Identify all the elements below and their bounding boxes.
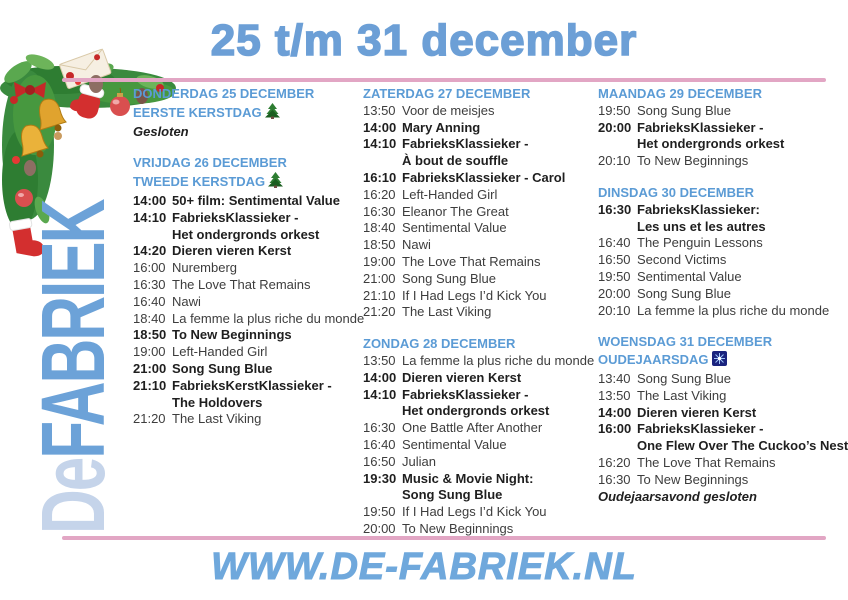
item-title-continued: The Holdovers: [172, 394, 263, 410]
item-title: The Love That Remains: [172, 276, 311, 292]
item-time: 13:50: [598, 387, 631, 403]
item-title: Song Sung Blue: [637, 102, 731, 118]
item-title: Dieren vieren Kerst: [637, 404, 757, 420]
item-title-continued: À bout de souffle: [402, 153, 509, 169]
item-title: 50+ film: Sentimental Value: [172, 192, 340, 208]
item-time: 20:00: [598, 285, 631, 301]
schedule-item: [598, 303, 848, 320]
schedule-item: [133, 311, 363, 328]
item-time: 14:00: [363, 369, 397, 385]
closed-note: Gesloten: [133, 123, 189, 139]
item-time: 20:10: [598, 302, 631, 318]
item-time: 16:30: [363, 203, 396, 219]
schedule-item: [598, 235, 848, 252]
item-title: To New Beginnings: [402, 520, 514, 536]
item-title: The Last Viking: [172, 411, 262, 427]
page-title: 25 t/m 31 december: [210, 16, 638, 65]
item-time: 13:50: [363, 102, 396, 118]
item-time: 14:00: [363, 119, 397, 135]
item-title: Left-Handed Girl: [402, 186, 498, 202]
item-title: Sentimental Value: [402, 220, 507, 236]
item-time: 16:40: [598, 235, 631, 251]
item-title: Left-Handed Girl: [172, 344, 268, 360]
schedule-item: [363, 187, 598, 204]
item-time: 20:10: [598, 153, 631, 169]
item-title: Nuremberg: [172, 260, 238, 276]
item-time: 19:50: [598, 102, 631, 118]
item-time: 20:00: [598, 119, 632, 135]
bottom-divider-line: [62, 536, 826, 540]
item-title: To New Beginnings: [637, 471, 749, 487]
schedule-item: [598, 252, 848, 269]
item-time: 21:20: [363, 304, 396, 320]
item-time: 18:50: [133, 327, 167, 343]
item-time: 16:30: [598, 201, 632, 217]
schedule-item: [598, 202, 848, 219]
item-title-continued: One Flew Over The Cuckoo’s Nest: [637, 438, 848, 454]
schedule-item: [133, 193, 363, 210]
de-fabriek-logo: [24, 106, 125, 534]
schedule-item: [363, 471, 598, 488]
item-time: 18:40: [133, 310, 166, 326]
day-header-label: EERSTE KERSTDAG: [133, 104, 262, 120]
schedule-item: [598, 286, 848, 303]
item-time: 21:10: [363, 287, 396, 303]
item-title: FabrieksKlassieker -: [637, 421, 764, 437]
schedule-item: [363, 237, 598, 254]
item-time: 18:50: [363, 237, 396, 253]
day-header: [363, 86, 598, 103]
item-title: The Last Viking: [637, 387, 727, 403]
day-header: [598, 334, 848, 351]
day-header-label: DINSDAG 30 DECEMBER: [598, 184, 755, 200]
schedule-item: [133, 294, 363, 311]
item-title: Julian: [402, 453, 436, 469]
item-time: 19:30: [363, 470, 397, 486]
item-title: Second Victims: [637, 252, 727, 268]
item-title: FabrieksKerstKlassieker -: [172, 377, 332, 393]
item-time: 14:10: [363, 136, 397, 152]
schedule-item: [598, 421, 848, 438]
schedule-item: [363, 271, 598, 288]
item-title: FabrieksKlassieker -: [402, 386, 529, 402]
item-time: 21:10: [133, 377, 167, 393]
day-section: [133, 155, 363, 428]
schedule-item: [133, 344, 363, 361]
day-header: [598, 351, 848, 371]
schedule-item: [363, 454, 598, 471]
schedule-item: [363, 370, 598, 387]
day-header-label: WOENSDAG 31 DECEMBER: [598, 334, 773, 350]
day-header: [133, 172, 363, 193]
item-title-continued: Het ondergronds orkest: [402, 403, 550, 419]
item-time: 16:10: [363, 169, 397, 185]
day-header-label: VRIJDAG 26 DECEMBER: [133, 155, 287, 171]
item-title: La femme la plus riche du monde: [637, 302, 830, 318]
logo-wrap: [24, 106, 125, 534]
item-time: 16:20: [363, 186, 396, 202]
schedule-item: [363, 204, 598, 221]
item-time: 16:30: [363, 420, 396, 436]
schedule-item: [363, 437, 598, 454]
item-title: Song Sung Blue: [172, 360, 273, 376]
schedule-item: [598, 455, 848, 472]
christmas-tree-icon: [268, 172, 283, 193]
day-section: [598, 86, 848, 170]
schedule-item: [598, 120, 848, 137]
item-title: To New Beginnings: [172, 327, 292, 343]
item-title: Sentimental Value: [402, 436, 507, 452]
item-title-continued: Les uns et les autres: [637, 218, 766, 234]
logo-name: FABRIEK: [24, 200, 125, 459]
schedule-column-1: [133, 86, 363, 443]
schedule-column-3: [598, 86, 848, 520]
schedule-item: [363, 504, 598, 521]
schedule-item: [598, 405, 848, 422]
item-time: 13:40: [598, 370, 631, 386]
item-title: The Love That Remains: [637, 454, 776, 470]
schedule-item: [363, 304, 598, 321]
christmas-tree-icon: [265, 103, 280, 124]
item-title: FabrieksKlassieker -: [402, 136, 529, 152]
schedule-item: [363, 103, 598, 120]
item-time: 16:40: [363, 436, 396, 452]
item-title: The Last Viking: [402, 304, 492, 320]
item-title: The Penguin Lessons: [637, 235, 763, 251]
item-title: Eleanor The Great: [402, 203, 509, 219]
schedule-item: [598, 371, 848, 388]
item-title: Song Sung Blue: [637, 370, 731, 386]
day-header-label: TWEEDE KERSTDAG: [133, 174, 266, 190]
item-time: 16:30: [598, 471, 631, 487]
item-time: 19:00: [133, 344, 166, 360]
item-time: 20:00: [363, 520, 396, 536]
schedule-item: [363, 387, 598, 404]
day-header: [598, 86, 848, 103]
schedule-item: [133, 411, 363, 428]
item-time: 21:00: [363, 270, 396, 286]
item-title: Dieren vieren Kerst: [172, 243, 292, 259]
schedule-item: [133, 378, 363, 395]
item-title-continued: Song Sung Blue: [402, 487, 503, 503]
day-header-label: ZONDAG 28 DECEMBER: [363, 336, 516, 352]
item-time: 14:00: [133, 192, 167, 208]
schedule-item: [133, 210, 363, 227]
item-time: 16:30: [133, 276, 166, 292]
item-title: If I Had Legs I’d Kick You: [402, 504, 547, 520]
item-title: Mary Anning: [402, 119, 481, 135]
schedule-item: [363, 170, 598, 187]
item-time: 16:00: [598, 421, 632, 437]
schedule-item: [363, 136, 598, 153]
day-section: [598, 185, 848, 319]
day-header: [598, 185, 848, 202]
item-title: Song Sung Blue: [402, 270, 496, 286]
schedule-item: [363, 220, 598, 237]
top-divider-line: [62, 78, 826, 82]
item-title: FabrieksKlassieker:: [637, 201, 760, 217]
item-title: La femme la plus riche du monde: [172, 310, 365, 326]
day-section: [133, 86, 363, 140]
schedule-item: [363, 353, 598, 370]
day-section: [598, 334, 848, 505]
schedule-item: [133, 243, 363, 260]
item-title: FabrieksKlassieker - Carol: [402, 169, 566, 185]
closed-note: Oudejaarsavond gesloten: [598, 488, 757, 504]
item-time: 14:10: [363, 386, 397, 402]
item-title: If I Had Legs I’d Kick You: [402, 287, 547, 303]
schedule-item: [133, 277, 363, 294]
item-title: Music & Movie Night:: [402, 470, 534, 486]
day-section: [363, 336, 598, 538]
website-url: WWW.DE-FABRIEK.NL: [211, 546, 637, 588]
day-section: [363, 86, 598, 321]
day-header: [363, 336, 598, 353]
schedule-item: [363, 120, 598, 137]
schedule-item: [598, 269, 848, 286]
item-time: 14:00: [598, 404, 632, 420]
schedule-item: [133, 327, 363, 344]
item-time: 18:40: [363, 220, 396, 236]
schedule-item: [133, 260, 363, 277]
schedule-item: [363, 254, 598, 271]
schedule-item: [598, 472, 848, 489]
schedule-column-2: [363, 86, 598, 553]
schedule-item: [363, 420, 598, 437]
item-time: 21:00: [133, 360, 167, 376]
item-title: La femme la plus riche du monde: [402, 352, 595, 368]
day-header-label: MAANDAG 29 DECEMBER: [598, 86, 762, 101]
item-time: 16:20: [598, 454, 631, 470]
item-time: 16:50: [363, 453, 396, 469]
item-title-continued: Het ondergronds orkest: [172, 226, 320, 242]
item-title: Song Sung Blue: [637, 285, 731, 301]
item-time: 16:50: [598, 252, 631, 268]
item-title: FabrieksKlassieker -: [172, 209, 299, 225]
day-header: [133, 103, 363, 124]
item-title: Sentimental Value: [637, 268, 742, 284]
logo-prefix: De: [24, 458, 125, 534]
schedule-item: [598, 388, 848, 405]
item-time: 16:40: [133, 293, 166, 309]
schedule-item: [598, 103, 848, 120]
item-time: 19:50: [598, 268, 631, 284]
item-title: The Love That Remains: [402, 253, 541, 269]
item-title: Nawi: [402, 237, 431, 253]
item-title: Dieren vieren Kerst: [402, 369, 522, 385]
item-time: 13:50: [363, 352, 396, 368]
schedule-item: [363, 288, 598, 305]
item-title-continued: Het ondergronds orkest: [637, 136, 785, 152]
item-time: 19:50: [363, 504, 396, 520]
item-time: 19:00: [363, 253, 396, 269]
day-header-label: DONDERDAG 25 DECEMBER: [133, 86, 315, 101]
item-time: 16:00: [133, 260, 166, 276]
item-title: FabrieksKlassieker -: [637, 119, 764, 135]
item-time: 14:10: [133, 209, 167, 225]
item-title: One Battle After Another: [402, 420, 543, 436]
day-header-label: ZATERDAG 27 DECEMBER: [363, 86, 531, 101]
item-time: 21:20: [133, 411, 166, 427]
item-title: Nawi: [172, 293, 201, 309]
fireworks-icon: [712, 351, 727, 371]
item-time: 14:20: [133, 243, 167, 259]
schedule-item: [598, 153, 848, 170]
day-header-label: OUDEJAARSDAG: [598, 352, 709, 368]
item-title: To New Beginnings: [637, 153, 749, 169]
day-header: [133, 86, 363, 103]
schedule-item: [133, 361, 363, 378]
item-title: Voor de meisjes: [402, 102, 495, 118]
day-header: [133, 155, 363, 172]
